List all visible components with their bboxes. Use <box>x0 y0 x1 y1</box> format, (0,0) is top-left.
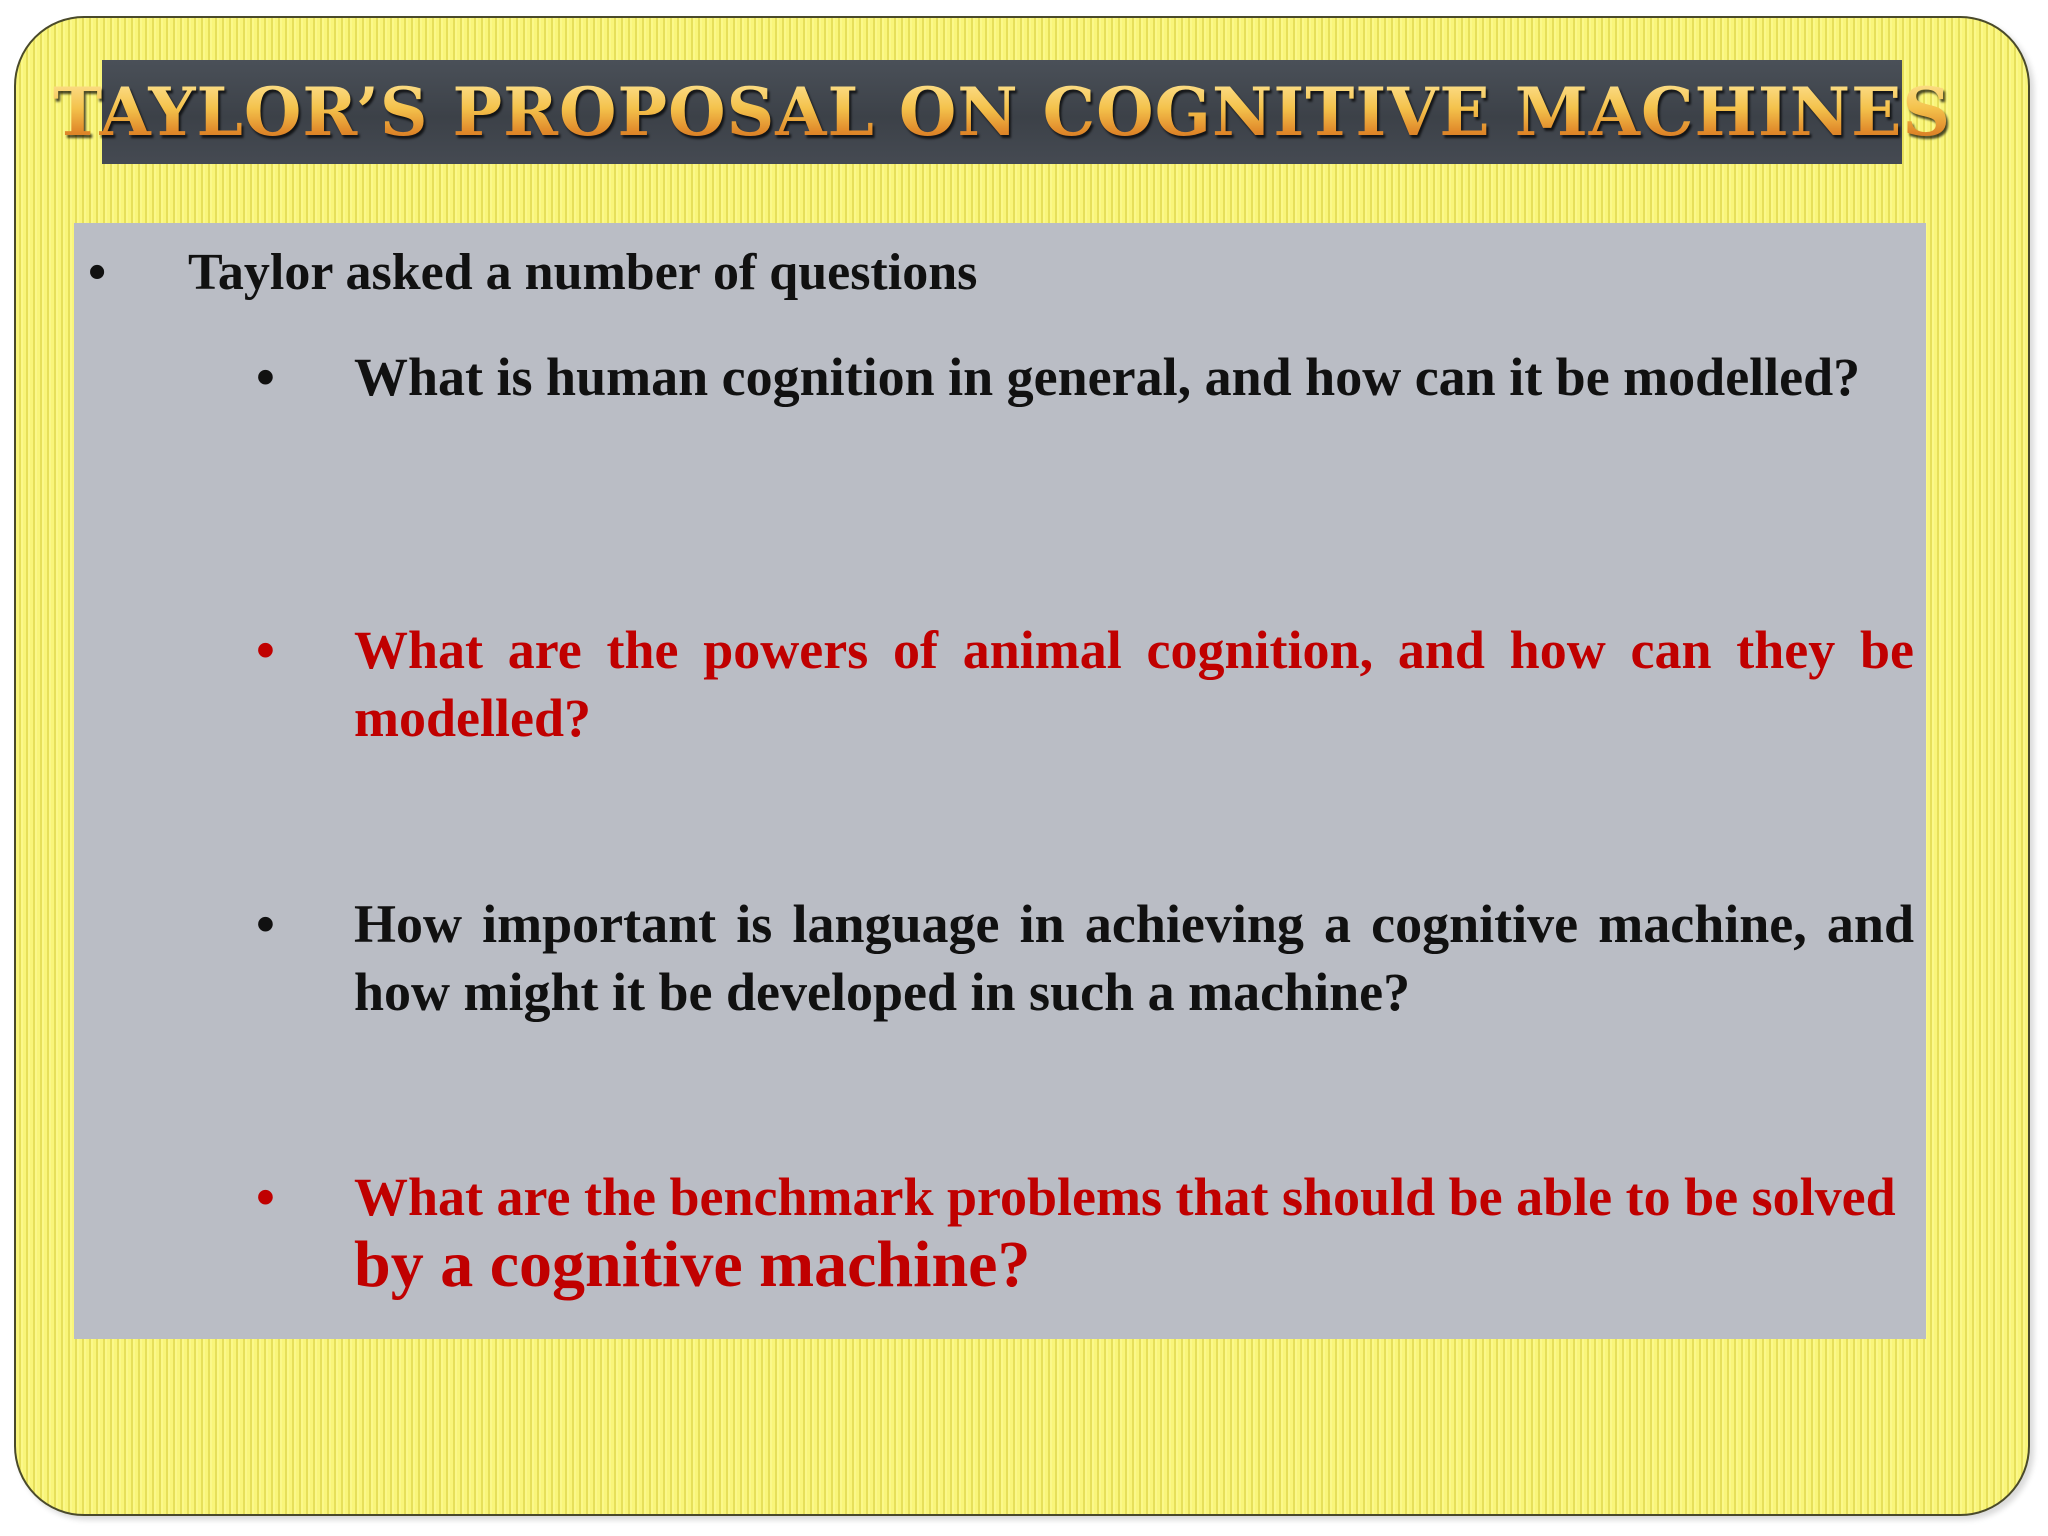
bullet-icon: • <box>256 1167 275 1227</box>
bullet-icon: • <box>256 347 275 407</box>
question-text: What are the powers of animal cognition, and how can they be modelled? <box>354 620 1914 748</box>
bullet-icon: • <box>256 894 275 954</box>
question-text: What is human cognition in general, and how can it be modelled? <box>354 347 1861 407</box>
content-panel <box>74 223 1926 1339</box>
question-text: How important is language in achieving a cognitive machine, and how might it be developed in such a machine? <box>354 894 1914 1022</box>
intro-text: Taylor asked a number of questions <box>188 244 978 301</box>
bullet-icon: • <box>256 620 275 680</box>
question-text-part: What are the benchmark problems that should be able to be solved <box>354 1167 1896 1227</box>
bullet-icon: • <box>88 244 107 301</box>
slide-title: TAYLOR’S PROPOSAL ON COGNITIVE MACHINES <box>52 73 1952 151</box>
slide-frame <box>14 16 2030 1516</box>
question-text-emphasis: by a cognitive machine? <box>354 1228 1031 1301</box>
question-text <box>354 1163 1914 1302</box>
title-banner <box>52 60 1952 164</box>
